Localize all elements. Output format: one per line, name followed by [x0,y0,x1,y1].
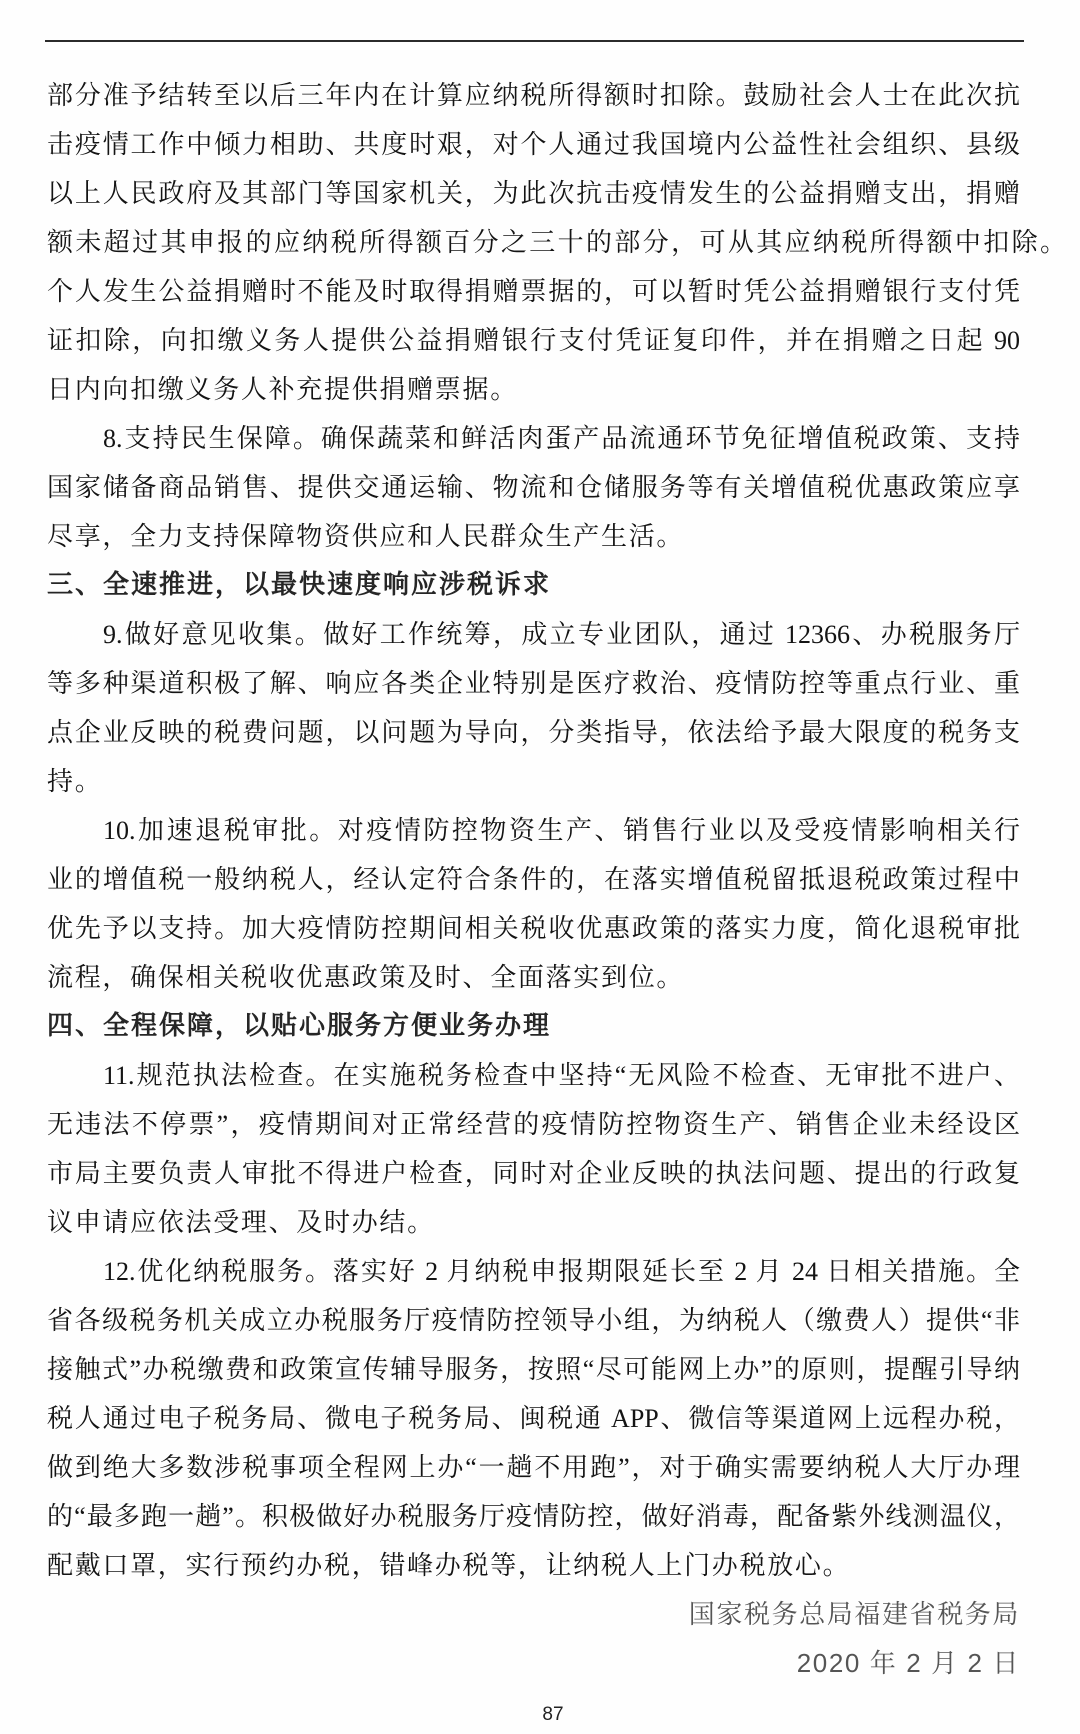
text-line: 配戴口罩，实行预约办税，错峰办税等，让纳税人上门办税放心。 [47,1551,851,1580]
text-line: 国家储备商品销售、提供交通运输、物流和仓储服务等有关增值税优惠政策应享 [47,473,1020,502]
signature-block [47,1590,1020,1688]
text-line: 流程，确保相关税收优惠政策及时、全面落实到位。 [47,963,685,992]
section-3-heading: 三、全速推进，以最快速度响应涉税诉求 [47,570,552,600]
page-number: 87 [542,1704,564,1725]
text-line: 部分准予结转至以后三年内在计算应纳税所得额时扣除。鼓励社会人士在此次抗 [47,81,1020,110]
text-line: 议申请应依法受理、及时办结。 [47,1208,435,1237]
text-line: 个人发生公益捐赠时不能及时取得捐赠票据的，可以暂时凭公益捐赠银行支付凭 [47,277,1020,306]
item-10-paragraph [47,806,1020,1002]
item-8-paragraph [47,414,1020,561]
text-line: 税人通过电子税务局、微电子税务局、闽税通 APP、微信等渠道网上远程办税， [47,1404,1020,1433]
text-line: 的“最多跑一趟”。积极做好办税服务厅疫情防控，做好消毒，配备紫外线测温仪， [47,1502,1020,1531]
text-line: 省各级税务机关成立办税服务厅疫情防控领导小组，为纳税人（缴费人）提供“非 [47,1306,1020,1335]
section-4-heading: 四、全程保障，以贴心服务方便业务办理 [47,1011,552,1041]
text-line: 日内向扣缴义务人补充提供捐赠票据。 [47,375,518,404]
signature-date: 2020 年 2 月 2 日 [796,1648,1020,1678]
text-line: 8.支持民生保障。确保蔬菜和鲜活肉蛋产品流通环节免征增值税政策、支持 [103,424,1020,453]
text-line: 证扣除，向扣缴义务人提供公益捐赠银行支付凭证复印件，并在捐赠之日起 90 [47,326,1020,355]
item-11-paragraph [47,1051,1020,1247]
text-line: 尽享，全力支持保障物资供应和人民群众生产生活。 [47,522,685,551]
text-line: 11.规范执法检查。在实施税务检查中坚持“无风险不检查、无审批不进户、 [103,1061,1020,1090]
text-line: 点企业反映的税费问题，以问题为导向，分类指导，依法给予最大限度的税务支 [47,718,1020,747]
text-line: 业的增值税一般纳税人，经认定符合条件的，在落实增值税留抵退税政策过程中 [47,865,1020,894]
text-line: 9.做好意见收集。做好工作统筹，成立专业团队，通过 12366、办税服务厅 [103,620,1020,649]
header-rule [45,40,1024,42]
item-12-paragraph [47,1247,1020,1590]
text-line: 10.加速退税审批。对疫情防控物资生产、销售行业以及受疫情影响相关行 [103,816,1020,845]
text-line: 以上人民政府及其部门等国家机关，为此次抗击疫情发生的公益捐赠支出，捐赠 [47,179,1020,208]
text-line: 做到绝大多数涉税事项全程网上办“一趟不用跑”，对于确实需要纳税人大厅办理 [47,1453,1020,1482]
text-line: 接触式”办税缴费和政策宣传辅导服务，按照“尽可能网上办”的原则，提醒引导纳 [47,1355,1020,1384]
body-text [47,71,1066,1688]
paragraph-donation-deduction [47,71,1066,414]
text-line: 优先予以支持。加大疫情防控期间相关税收优惠政策的落实力度，简化退税审批 [47,914,1020,943]
text-line: 无违法不停票”，疫情期间对正常经营的疫情防控物资生产、销售企业未经设区 [47,1110,1020,1139]
text-line: 市局主要负责人审批不得进户检查，同时对企业反映的执法问题、提出的行政复 [47,1159,1020,1188]
text-line: 持。 [47,767,103,796]
text-line: 击疫情工作中倾力相助、共度时艰，对个人通过我国境内公益性社会组织、县级 [47,130,1020,159]
text-line: 额未超过其申报的应纳税所得额百分之三十的部分，可从其应纳税所得额中扣除。 [47,228,1066,257]
text-line: 12.优化纳税服务。落实好 2 月纳税申报期限延长至 2 月 24 日相关措施。全 [103,1257,1020,1286]
signature-issuer: 国家税务总局福建省税务局 [688,1599,1020,1629]
item-9-paragraph [47,610,1020,806]
text-line: 等多种渠道积极了解、响应各类企业特别是医疗救治、疫情防控等重点行业、重 [47,669,1020,698]
